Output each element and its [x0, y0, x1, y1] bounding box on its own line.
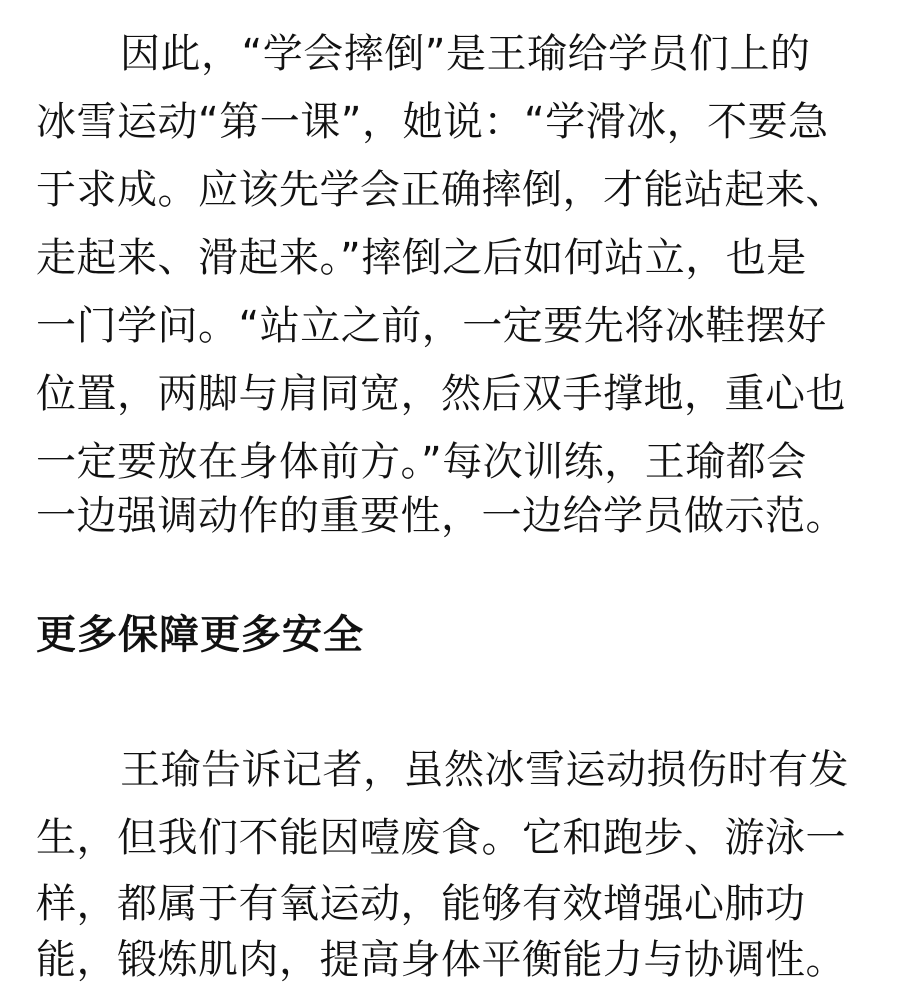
paragraph-1-line-1: 因此，“学会摔倒”是王瑜给学员们上的 [120, 31, 811, 77]
paragraph-1-line-6: 位置，两脚与肩同宽，然后双手撑地，重心也 [36, 371, 846, 417]
paragraph-2-line-3: 样，都属于有氧运动，能够有效增强心肺功 [36, 881, 806, 927]
paragraph-1-line-7: 一定要放在身体前方。”每次训练，王瑜都会 [36, 439, 807, 485]
section-heading: 更多保障更多安全 [36, 612, 364, 658]
paragraph-1-line-3: 于求成。应该先学会正确摔倒，才能站起来、 [36, 167, 846, 213]
paragraph-1-line-5: 一门学问。“站立之前，一定要先将冰鞋摆好 [36, 303, 827, 349]
paragraph-2-line-2: 生，但我们不能因噎废食。它和跑步、游泳一 [36, 815, 846, 861]
paragraph-1-line-8: 一边强调动作的重要性，一边给学员做示范。 [36, 493, 846, 539]
paragraph-2-line-4: 能，锻炼肌肉，提高身体平衡能力与协调性。 [36, 937, 846, 983]
paragraph-1-line-2: 冰雪运动“第一课”，她说：“学滑冰，不要急 [36, 99, 829, 145]
paragraph-2-line-1: 王瑜告诉记者，虽然冰雪运动损伤时有发 [120, 747, 849, 793]
paragraph-1-line-4: 走起来、滑起来。”摔倒之后如何站立，也是 [36, 235, 807, 281]
